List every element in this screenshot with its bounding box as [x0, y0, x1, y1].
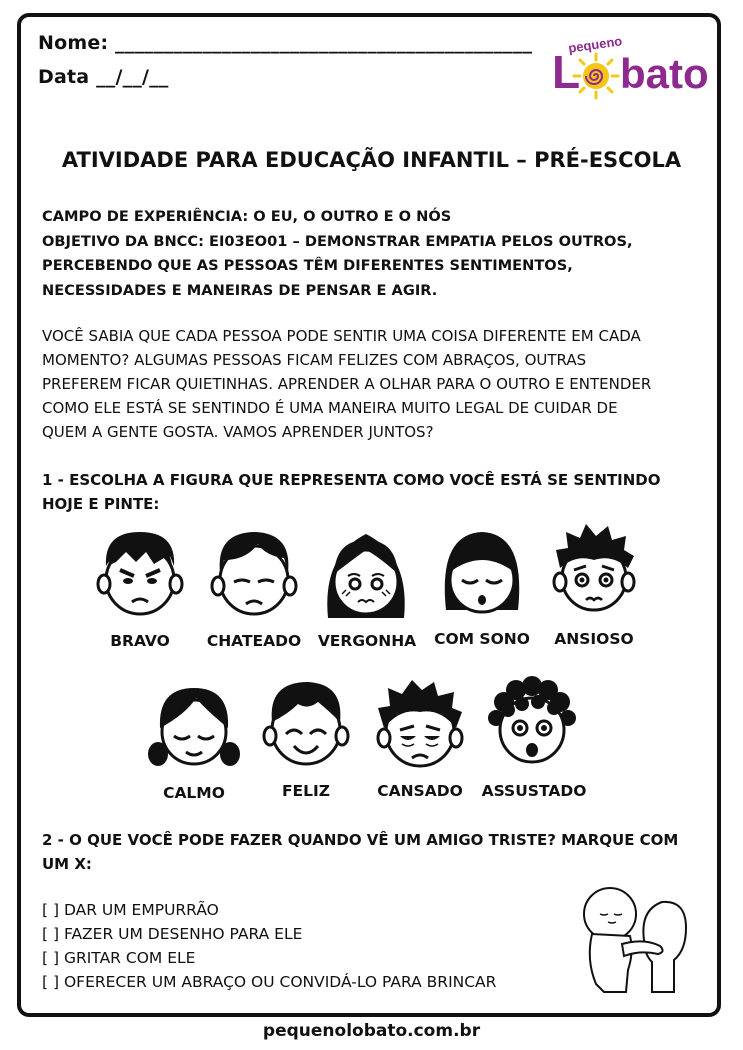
- name-field[interactable]: Nome: ___________________________________________: [38, 32, 533, 54]
- face-cansado[interactable]: [372, 678, 468, 774]
- intro-line-4: COMO ELE ESTÁ SE SENTINDO É UMA MANEIRA MUITO LEGAL DE CUIDAR DE: [42, 399, 618, 417]
- intro-line-2: MOMENTO? ALGUMAS PESSOAS FICAM FELIZES COM ABRAÇOS, OUTRAS: [42, 351, 587, 369]
- label-bravo: BRAVO: [110, 632, 170, 650]
- label-feliz: FELIZ: [281, 782, 331, 800]
- label-assustado: ASSUSTADO: [481, 782, 587, 800]
- option-2-checkbox[interactable]: [ ] FAZER UM DESENHO PARA ELE: [42, 925, 303, 943]
- option-1-checkbox[interactable]: [ ] DAR UM EMPURRÃO: [42, 901, 219, 919]
- question-2-line-2: UM X:: [42, 855, 92, 873]
- question-2-line-1: 2 - O QUE VOCÊ PODE FAZER QUANDO VÊ UM AMIGO TRISTE? MARQUE COM: [42, 831, 679, 849]
- label-com-sono: COM SONO: [434, 630, 530, 648]
- label-cansado: CANSADO: [377, 782, 463, 800]
- label-ansioso: ANSIOSO: [554, 630, 634, 648]
- pequeno-lobato-logo: [548, 24, 720, 102]
- question-2: [42, 828, 712, 876]
- intro-line-1: VOCÊ SABIA QUE CADA PESSOA PODE SENTIR UMA COISA DIFERENTE EM CADA: [42, 327, 641, 345]
- hug-illustration: [574, 880, 694, 1000]
- bncc-line-4: NECESSIDADES E MANEIRAS DE PENSAR E AGIR.: [42, 281, 438, 299]
- footer-website[interactable]: pequenolobato.com.br: [262, 1021, 481, 1041]
- page-title: ATIVIDADE PARA EDUCAÇÃO INFANTIL – PRÉ-ESCOLA: [61, 148, 682, 172]
- label-chateado: CHATEADO: [206, 632, 302, 650]
- svg-text:pequeno: pequeno: [567, 33, 624, 56]
- face-bravo[interactable]: [92, 526, 188, 622]
- face-feliz[interactable]: [258, 676, 354, 772]
- face-ansioso[interactable]: [546, 522, 642, 618]
- intro-paragraph: [42, 324, 712, 444]
- face-calmo[interactable]: [146, 678, 242, 774]
- bncc-line-3: PERCEBENDO QUE AS PESSOAS TÊM DIFERENTES SENTIMENTOS,: [42, 257, 573, 274]
- bncc-block: [42, 205, 712, 303]
- question-1-line-2: HOJE E PINTE:: [42, 495, 160, 513]
- intro-line-5: QUEM A GENTE GOSTA. VAMOS APRENDER JUNTOS?: [42, 423, 434, 441]
- svg-text:L: L: [552, 46, 581, 98]
- question-1-line-1: 1 - ESCOLHA A FIGURA QUE REPRESENTA COMO VOCÊ ESTÁ SE SENTINDO: [42, 471, 661, 489]
- bncc-line-2: OBJETIVO DA BNCC: EI03EO01 – DEMONSTRAR EMPATIA PELOS OUTROS,: [42, 232, 633, 250]
- intro-line-3: PREFEREM FICAR QUIETINHAS. APRENDER A OLHAR PARA O OUTRO E ENTENDER: [42, 375, 652, 393]
- bncc-line-1: CAMPO DE EXPERIÊNCIA: O EU, O OUTRO E O NÓS: [42, 208, 452, 225]
- option-3-checkbox[interactable]: [ ] GRITAR COM ELE: [42, 949, 196, 967]
- face-chateado[interactable]: [206, 526, 302, 622]
- label-calmo: CALMO: [163, 784, 225, 802]
- svg-text:bato: bato: [620, 50, 709, 97]
- face-vergonha[interactable]: [318, 526, 414, 622]
- option-4-checkbox[interactable]: [ ] OFERECER UM ABRAÇO OU CONVIDÁ-LO PARA BRINCAR: [42, 973, 497, 991]
- date-field[interactable]: Data __/__/__: [38, 66, 169, 88]
- face-com-sono[interactable]: [434, 524, 530, 620]
- question-1: [42, 468, 712, 516]
- label-vergonha: VERGONHA: [317, 632, 417, 650]
- face-assustado[interactable]: [484, 672, 580, 768]
